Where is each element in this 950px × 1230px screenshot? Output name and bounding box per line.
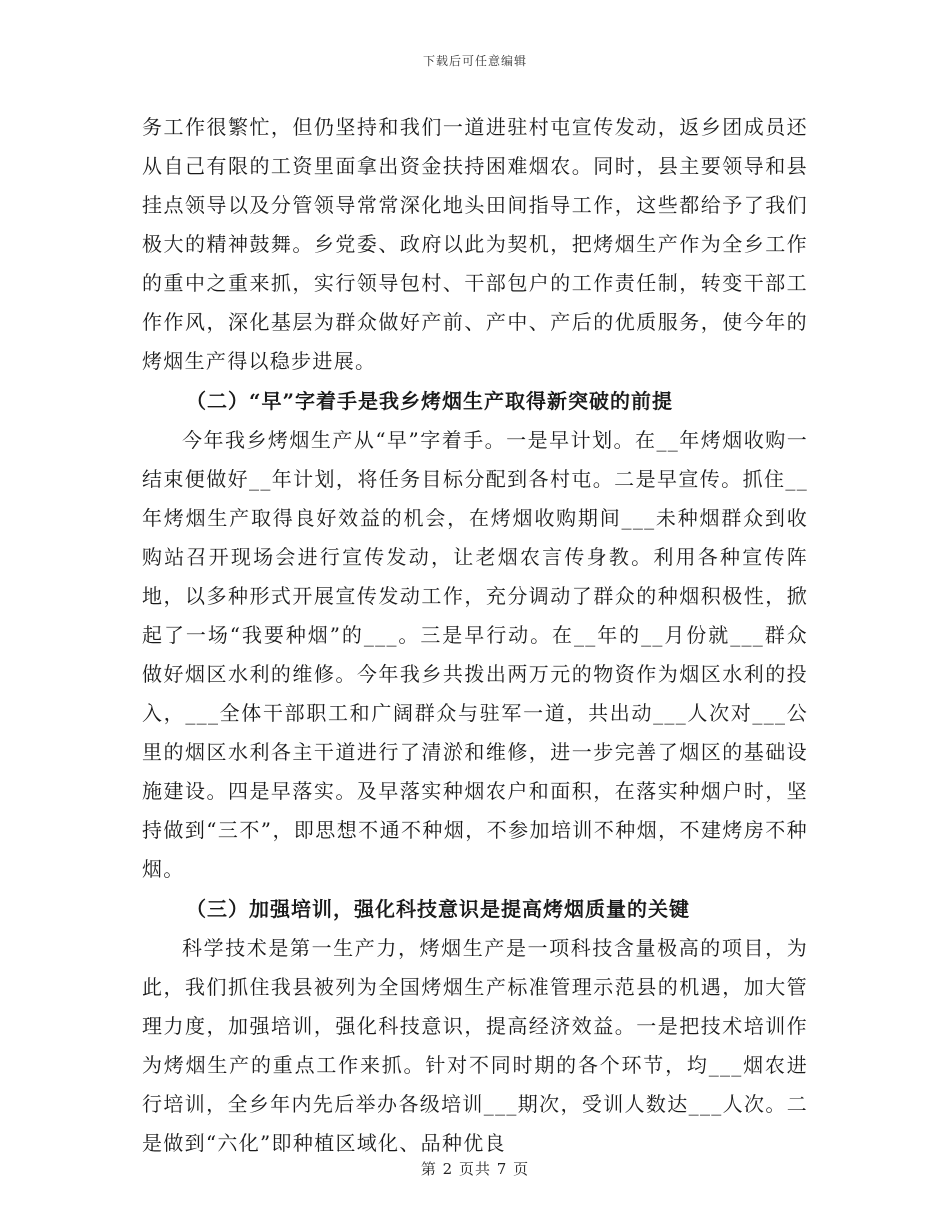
section-heading-3: （三）加强培训，强化科技意识是提高烤烟质量的关键: [186, 897, 690, 921]
paragraph-continuation: 务工作很繁忙，但仍坚持和我们一道进驻村屯宣传发动，返乡团成员还从自己有限的工资里面拿出资金扶持困难烟农。同时，县主要领导和县挂点领导以及分管领导常常深化地头田间指导工作，这些都给予了我们极大的精神鼓舞。乡党委、政府以此为契机，把烤烟生产作为全乡工作的重中之重来抓，实行领导包村、干部包户的工作责任制，转变干部工作作风，深化基层为群众做好产前、产中、产后的优质服务，使今年的烤烟生产得以稳步进展。: [142, 115, 808, 373]
page-footer: 第 2 页共 7 页: [420, 1160, 530, 1178]
page-header: 下载后可任意编辑: [422, 54, 527, 68]
paragraph-early-start: 今年我乡烤烟生产从“早”字着手。一是早计划。在__年烤烟收购一结束便做好__年计划，将任务目标分配到各村屯。二是早宣传。抓住__年烤烟生产取得良好效益的机会，在烤烟收购期间___未种烟群众到收购站召开现场会进行宣传发动，让老烟农言传身教。利用各种宣传阵地，以多种形式开展宣传发动工作，充分调动了群众的种烟积极性，掀起了一场“我要种烟”的___。三是早行动。在__年的__月份就___群众做好烟区水利的维修。今年我乡共拨出两万元的物资作为烟区水利的投入，___全体干部职工和广阔群众与驻军一道，共出动___人次对___公里的烟区水利各主干道进行了清淤和维修，进一步完善了烟区的基础设施建设。四是早落实。及早落实种烟农户和面积，在落实种烟户时，坚持做到“三不”，即思想不通不种烟，不参加培训不种烟，不建烤房不种烟。: [142, 428, 808, 881]
document-body: [142, 108, 808, 1163]
paragraph-training: 科学技术是第一生产力，烤烟生产是一项科技含量极高的项目，为此，我们抓住我县被列为全国烤烟生产标准管理示范县的机遇，加大管理力度，加强培训，强化科技意识，提高经济效益。一是把技术培训作为烤烟生产的重点工作来抓。针对不同时期的各个环节，均___烟农进行培训，全乡年内先后举办各级培训___期次，受训人数达___人次。二是做到“六化”即种植区域化、品种优良: [142, 936, 808, 1155]
section-heading-2: （二）“早”字着手是我乡烤烟生产取得新突破的前提: [186, 389, 674, 413]
